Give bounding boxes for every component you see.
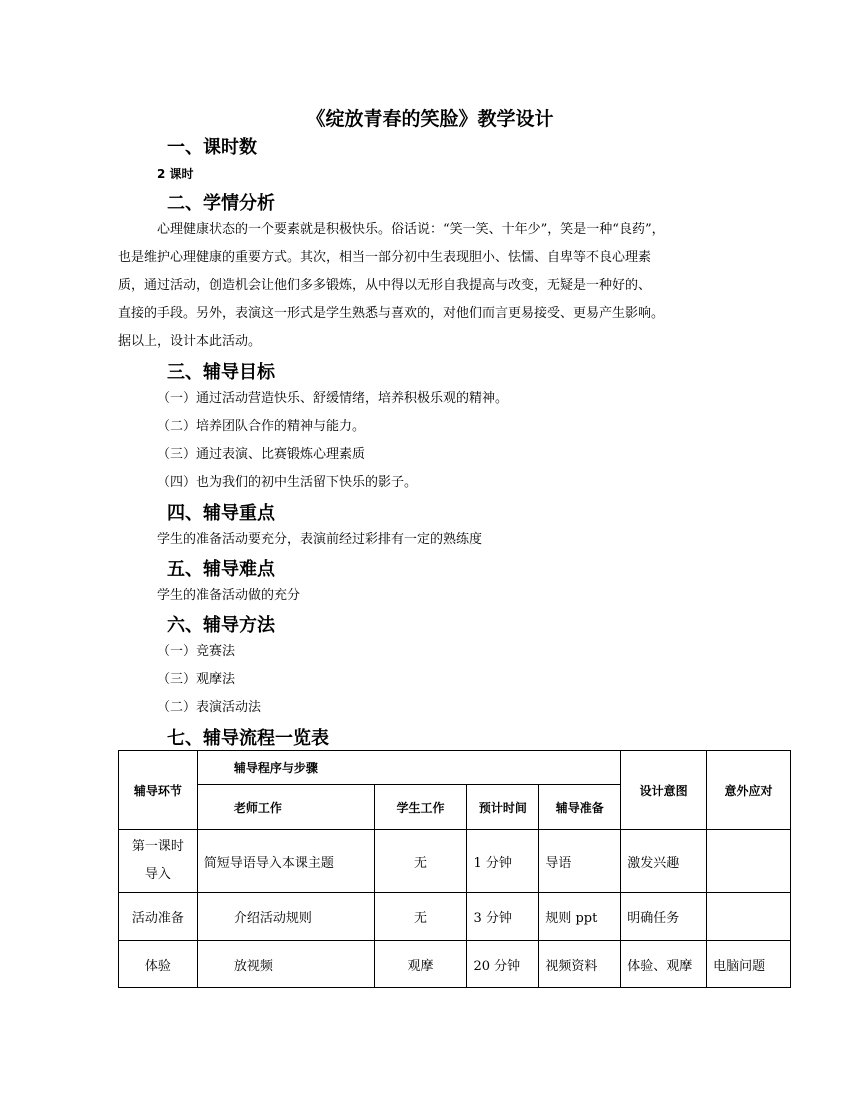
key-points-text: 学生的准备活动要充分，表演前经过彩排有一定的熟练度 [157,532,483,547]
analysis-line-5: 据以上，设计本此活动。 [118,334,262,349]
cell-time: 3 分钟 [467,893,539,941]
cell-prep: 导语 [539,830,621,893]
cell-intent: 明确任务 [621,893,707,941]
cell-prep: 规则 ppt [539,893,621,941]
cell-intent: 激发兴趣 [621,830,707,893]
cell-contingency [707,893,791,941]
table-header-row [119,751,791,785]
heading-student-analysis: 二、学情分析 [167,193,275,214]
lesson-count-text: 2 课时 [157,167,194,181]
heading-methods: 六、辅导方法 [167,615,275,636]
cell-contingency [707,830,791,893]
header-intent: 设计意图 [621,751,707,830]
table-row [119,830,791,893]
goal-item: （三）通过表演、比赛锻炼心理素质 [157,447,366,462]
cell-stage [119,830,198,893]
heading-goals: 三、辅导目标 [167,362,275,383]
method-item: （二）表演活动法 [157,700,262,715]
difficulties-text: 学生的准备活动做的充分 [157,588,301,603]
cell-contingency: 电脑问题 [707,941,791,988]
header-teacher: 老师工作 [197,785,374,830]
header-time: 预计时间 [467,785,539,830]
cell-student: 观摩 [374,941,467,988]
header-stage: 辅导环节 [119,751,198,830]
cell-prep: 视频资料 [539,941,621,988]
analysis-line-2: 也是维护心理健康的重要方式。其次，相当一部分初中生表现胆小、怯懦、自卑等不良心理素 [118,250,652,265]
heading-key-points: 四、辅导重点 [167,503,275,524]
heading-flow-table: 七、辅导流程一览表 [167,728,329,749]
header-steps: 辅导程序与步骤 [197,751,620,785]
table-row [119,941,791,988]
cell-time: 20 分钟 [467,941,539,988]
goal-item: （四）也为我们的初中生活留下快乐的影子。 [157,475,418,490]
goal-item: （二）培养团队合作的精神与能力。 [157,419,366,434]
cell-student: 无 [374,830,467,893]
cell-time: 1 分钟 [467,830,539,893]
analysis-line-4: 直接的手段。另外，表演这一形式是学生熟悉与喜欢的，对他们而言更易接受、更易产生影响。 [118,306,665,321]
flow-table [118,750,791,988]
heading-difficulties: 五、辅导难点 [167,559,275,580]
cell-teacher: 简短导语导入本课主题 [197,830,374,893]
cell-stage: 体验 [119,941,198,988]
analysis-line-3: 质，通过活动，创造机会让他们多多锻炼，从中得以无形自我提高与改变，无疑是一种好的、 [118,278,652,293]
method-item: （一）竞赛法 [157,644,236,659]
header-prep: 辅导准备 [539,785,621,830]
cell-stage: 活动准备 [119,893,198,941]
cell-teacher: 介绍活动规则 [197,893,374,941]
cell-intent: 体验、观摩 [621,941,707,988]
goal-item: （一）通过活动营造快乐、舒缓情绪，培养积极乐观的精神。 [157,391,509,406]
cell-teacher: 放视频 [197,941,374,988]
header-contingency: 意外应对 [707,751,791,830]
table-row [119,893,791,941]
stage-line: 导入 [144,867,171,882]
method-item: （三）观摩法 [157,672,236,687]
heading-lesson-count: 一、课时数 [167,137,257,158]
document-title: 《绽放青春的笑脸》教学设计 [306,108,554,130]
cell-student: 无 [374,893,467,941]
analysis-line-1: 心理健康状态的一个要素就是积极快乐。俗话说：“笑一笑、十年少”，笑是一种“良药”， [157,222,665,237]
stage-line: 第一课时 [131,839,184,854]
header-student: 学生工作 [374,785,467,830]
